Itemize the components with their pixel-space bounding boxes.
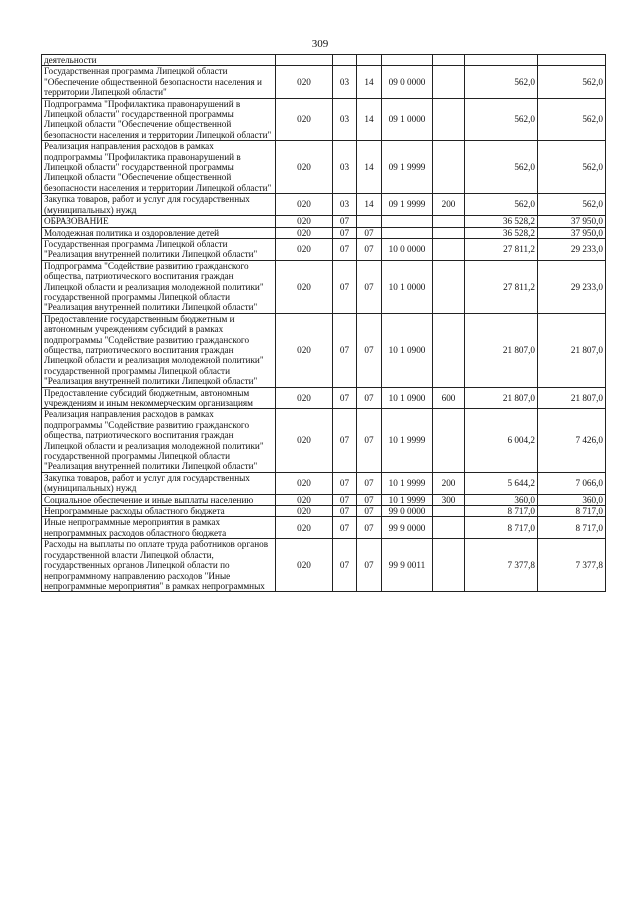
sum-year1-cell: 562,0 — [465, 66, 538, 98]
sum-year1-cell: 7 377,8 — [465, 539, 538, 592]
target-article-cell — [382, 216, 433, 227]
sum-year2-cell: 7 377,8 — [538, 539, 606, 592]
sum-year2-cell: 562,0 — [538, 98, 606, 141]
row-name-cell: Подпрограмма "Содействие развитию гражданского общества, патриотического воспитания граждан Липецкой области и реализация молодежной политики" государственной программы Липецкой области "Реализация внутренней политики Липецкой области" — [42, 260, 276, 313]
sum-year2-cell — [538, 55, 606, 66]
ved-code-cell: 020 — [276, 517, 333, 539]
section-code-cell: 07 — [333, 227, 357, 238]
target-article-cell — [382, 227, 433, 238]
table-row — [42, 141, 606, 194]
expense-type-cell — [433, 141, 465, 194]
section-code-cell: 07 — [333, 506, 357, 517]
ved-code-cell: 020 — [276, 216, 333, 227]
ved-code-cell: 020 — [276, 506, 333, 517]
target-article-cell: 10 1 9999 — [382, 494, 433, 505]
subsection-code-cell: 07 — [357, 517, 382, 539]
ved-code-cell: 020 — [276, 494, 333, 505]
page-number: 309 — [311, 38, 329, 50]
section-code-cell: 03 — [333, 141, 357, 194]
subsection-code-cell: 14 — [357, 141, 382, 194]
sum-year1-cell: 6 004,2 — [465, 409, 538, 472]
expense-type-cell — [433, 98, 465, 141]
sum-year1-cell: 27 811,2 — [465, 260, 538, 313]
ved-code-cell: 020 — [276, 313, 333, 387]
target-article-cell: 09 1 9999 — [382, 141, 433, 194]
table-row — [42, 506, 606, 517]
section-code-cell: 07 — [333, 387, 357, 409]
ved-code-cell: 020 — [276, 227, 333, 238]
ved-code-cell — [276, 55, 333, 66]
row-name-cell: Социальное обеспечение и иные выплаты населению — [42, 494, 276, 505]
expense-type-cell: 200 — [433, 194, 465, 216]
expense-type-cell: 300 — [433, 494, 465, 505]
subsection-code-cell: 07 — [357, 409, 382, 472]
target-article-cell: 10 0 0000 — [382, 238, 433, 260]
sum-year2-cell: 562,0 — [538, 141, 606, 194]
section-code-cell: 07 — [333, 238, 357, 260]
section-code-cell: 07 — [333, 472, 357, 494]
table-row — [42, 238, 606, 260]
sum-year1-cell: 36 528,2 — [465, 216, 538, 227]
section-code-cell: 03 — [333, 98, 357, 141]
sum-year2-cell: 29 233,0 — [538, 260, 606, 313]
expense-type-cell — [433, 216, 465, 227]
sum-year1-cell — [465, 55, 538, 66]
sum-year2-cell: 7 426,0 — [538, 409, 606, 472]
ved-code-cell: 020 — [276, 98, 333, 141]
target-article-cell: 99 0 0000 — [382, 506, 433, 517]
table-row — [42, 194, 606, 216]
row-name-cell: Реализация направления расходов в рамках подпрограммы "Профилактика правонарушений в Липецкой области" государственной программы Липецкой области "Обеспечение общественной безопасности населения и территории Липецкой области" — [42, 141, 276, 194]
table-row — [42, 409, 606, 472]
subsection-code-cell: 07 — [357, 472, 382, 494]
sum-year1-cell: 5 644,2 — [465, 472, 538, 494]
subsection-code-cell: 07 — [357, 539, 382, 592]
section-code-cell: 07 — [333, 260, 357, 313]
expense-type-cell — [433, 313, 465, 387]
sum-year1-cell: 27 811,2 — [465, 238, 538, 260]
sum-year1-cell: 21 807,0 — [465, 313, 538, 387]
section-code-cell: 03 — [333, 194, 357, 216]
section-code-cell: 07 — [333, 517, 357, 539]
ved-code-cell: 020 — [276, 472, 333, 494]
subsection-code-cell: 07 — [357, 506, 382, 517]
expense-type-cell — [433, 517, 465, 539]
table-row — [42, 472, 606, 494]
sum-year2-cell: 360,0 — [538, 494, 606, 505]
sum-year2-cell: 37 950,0 — [538, 227, 606, 238]
section-code-cell: 07 — [333, 409, 357, 472]
row-name-cell: деятельности — [42, 55, 276, 66]
subsection-code-cell: 14 — [357, 66, 382, 98]
sum-year2-cell: 21 807,0 — [538, 387, 606, 409]
sum-year1-cell: 8 717,0 — [465, 506, 538, 517]
row-name-cell: Закупка товаров, работ и услуг для государственных (муниципальных) нужд — [42, 194, 276, 216]
section-code-cell: 07 — [333, 216, 357, 227]
section-code-cell: 03 — [333, 66, 357, 98]
target-article-cell: 10 1 9999 — [382, 472, 433, 494]
sum-year2-cell: 8 717,0 — [538, 506, 606, 517]
row-name-cell: Подпрограмма "Профилактика правонарушений в Липецкой области" государственной программы Липецкой области "Обеспечение общественной безопасности населения и территории Липецкой области" — [42, 98, 276, 141]
row-name-cell: Расходы на выплаты по оплате труда работников органов государственной власти Липецкой области, государственных органов Липецкой области по непрограммному направлению расходов "Иные непрограммные мероприятия" в рамках непрограммных — [42, 539, 276, 592]
row-name-cell: Реализация направления расходов в рамках подпрограммы "Содействие развитию гражданского общества, патриотического воспитания граждан Липецкой области и реализация молодежной политики" государственной программы Липецкой области "Реализация внутренней политики Липецкой области" — [42, 409, 276, 472]
subsection-code-cell — [357, 216, 382, 227]
sum-year1-cell: 8 717,0 — [465, 517, 538, 539]
expense-type-cell — [433, 409, 465, 472]
sum-year1-cell: 562,0 — [465, 141, 538, 194]
target-article-cell: 10 1 0900 — [382, 387, 433, 409]
expense-type-cell — [433, 539, 465, 592]
sum-year2-cell: 21 807,0 — [538, 313, 606, 387]
sum-year1-cell: 21 807,0 — [465, 387, 538, 409]
subsection-code-cell: 07 — [357, 494, 382, 505]
table-row — [42, 539, 606, 592]
section-code-cell — [333, 55, 357, 66]
expense-type-cell — [433, 238, 465, 260]
expense-type-cell — [433, 55, 465, 66]
expense-type-cell — [433, 506, 465, 517]
ved-code-cell: 020 — [276, 141, 333, 194]
table-row — [42, 66, 606, 98]
target-article-cell: 09 1 0000 — [382, 98, 433, 141]
table-row — [42, 313, 606, 387]
row-name-cell: ОБРАЗОВАНИЕ — [42, 216, 276, 227]
expense-type-cell: 600 — [433, 387, 465, 409]
target-article-cell: 10 1 0900 — [382, 313, 433, 387]
row-name-cell: Молодежная политика и оздоровление детей — [42, 227, 276, 238]
table-row — [42, 260, 606, 313]
subsection-code-cell: 07 — [357, 387, 382, 409]
subsection-code-cell: 14 — [357, 194, 382, 216]
row-name-cell: Непрограммные расходы областного бюджета — [42, 506, 276, 517]
subsection-code-cell: 07 — [357, 227, 382, 238]
ved-code-cell: 020 — [276, 539, 333, 592]
row-name-cell: Государственная программа Липецкой области "Реализация внутренней политики Липецкой области" — [42, 238, 276, 260]
sum-year2-cell: 37 950,0 — [538, 216, 606, 227]
target-article-cell: 09 0 0000 — [382, 66, 433, 98]
row-name-cell: Предоставление субсидий бюджетным, автономным учреждениям и иным некоммерческим организациям — [42, 387, 276, 409]
row-name-cell: Закупка товаров, работ и услуг для государственных (муниципальных) нужд — [42, 472, 276, 494]
ved-code-cell: 020 — [276, 66, 333, 98]
row-name-cell: Государственная программа Липецкой области "Обеспечение общественной безопасности населения и территории Липецкой области" — [42, 66, 276, 98]
section-code-cell: 07 — [333, 539, 357, 592]
table-row — [42, 227, 606, 238]
target-article-cell: 09 1 9999 — [382, 194, 433, 216]
ved-code-cell: 020 — [276, 194, 333, 216]
target-article-cell: 10 1 0000 — [382, 260, 433, 313]
budget-table — [41, 54, 606, 592]
expense-type-cell — [433, 260, 465, 313]
sum-year2-cell: 7 066,0 — [538, 472, 606, 494]
table-row — [42, 98, 606, 141]
table-row — [42, 517, 606, 539]
sum-year2-cell: 8 717,0 — [538, 517, 606, 539]
expense-type-cell — [433, 66, 465, 98]
subsection-code-cell: 07 — [357, 238, 382, 260]
sum-year1-cell: 360,0 — [465, 494, 538, 505]
subsection-code-cell: 07 — [357, 313, 382, 387]
sum-year1-cell: 36 528,2 — [465, 227, 538, 238]
subsection-code-cell — [357, 55, 382, 66]
target-article-cell: 99 9 0000 — [382, 517, 433, 539]
expense-type-cell — [433, 227, 465, 238]
table-row — [42, 387, 606, 409]
sum-year1-cell: 562,0 — [465, 194, 538, 216]
target-article-cell: 99 9 0011 — [382, 539, 433, 592]
sum-year2-cell: 562,0 — [538, 194, 606, 216]
row-name-cell: Иные непрограммные мероприятия в рамках непрограммных расходов областного бюджета — [42, 517, 276, 539]
sum-year2-cell: 562,0 — [538, 66, 606, 98]
subsection-code-cell: 07 — [357, 260, 382, 313]
ved-code-cell: 020 — [276, 260, 333, 313]
subsection-code-cell: 14 — [357, 98, 382, 141]
section-code-cell: 07 — [333, 494, 357, 505]
expense-type-cell: 200 — [433, 472, 465, 494]
sum-year1-cell: 562,0 — [465, 98, 538, 141]
sum-year2-cell: 29 233,0 — [538, 238, 606, 260]
table-row — [42, 216, 606, 227]
ved-code-cell: 020 — [276, 238, 333, 260]
ved-code-cell: 020 — [276, 387, 333, 409]
table-row — [42, 55, 606, 66]
row-name-cell: Предоставление государственным бюджетным и автономным учреждениям субсидий в рамках подпрограммы "Содействие развитию гражданского общества, патриотического воспитания граждан Липецкой области и реализация молодежной политики" государственной программы Липецкой области "Реализация внутренней политики Липецкой области" — [42, 313, 276, 387]
section-code-cell: 07 — [333, 313, 357, 387]
ved-code-cell: 020 — [276, 409, 333, 472]
table-row — [42, 494, 606, 505]
target-article-cell — [382, 55, 433, 66]
target-article-cell: 10 1 9999 — [382, 409, 433, 472]
